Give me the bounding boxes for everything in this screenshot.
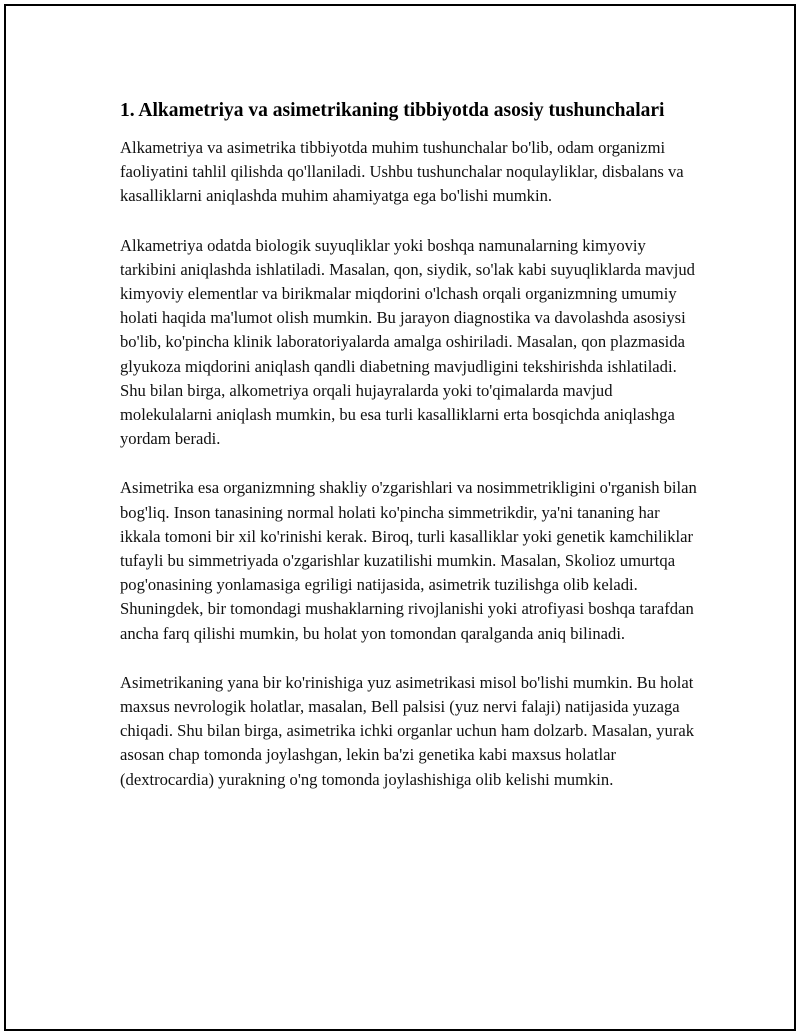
paragraph-alkametriya: Alkametriya odatda biologik suyuqliklar yoki boshqa namunalarning kimyoviy tarkibini aniqlashda ishlatiladi. Masalan, qon, siydik, so'lak kabi suyuqliklarda mavjud kimyoviy elementlar va birikmalar miqdorini o'lchash orqali organizmning umumiy holati haqida ma'lumot olish mumkin. Bu jarayon diagnostika va davolashda asosiysi bo'lib, ko'pincha klinik laboratoriyalarda amalga oshiriladi. Masalan, qon plazmasida glyukoza miqdorini aniqlash qandli diabetning mavjudligini tekshirishda ishlatiladi. Shu bilan birga, alkometriya orqali hujayralarda yoki to'qimalarda mavjud molekulalarni aniqlash mumkin, bu esa turli kasalliklarni erta bosqichda aniqlashga yordam beradi. [120,235,695,449]
document-body [120,98,700,817]
paragraph-yuz-asimetrikasi: Asimetrikaning yana bir ko'rinishiga yuz asimetrikasi misol bo'lishi mumkin. Bu holat maxsus nevrologik holatlar, masalan, Bell palsisi (yuz nervi falaji) natijasida yuzaga chiqadi. Shu bilan birga, asimetrika ichki organlar uchun ham dolzarb. Masalan, yurak asosan chap tomonda joylashgan, lekin ba'zi genetika kabi maxsus holatlar (dextrocardia) yurakning o'ng tomonda joylashishiga olib kelishi mumkin. [120,672,695,789]
section-title: 1. Alkametriya va asimetrikaning tibbiyotda asosiy tushunchalari [120,100,665,121]
page-frame [4,4,796,1031]
paragraph-intro: Alkametriya va asimetrika tibbiyotda muhim tushunchalar bo'lib, odam organizmi faoliyatini tahlil qilishda qo'llaniladi. Ushbu tushunchalar noqulayliklar, disbalans va kasalliklarni aniqlashda muhim ahamiyatga ega bo'lishi mumkin. [120,138,684,206]
paragraph-asimetrika: Asimetrika esa organizmning shakliy o'zgarishlari va nosimmetrikligini o'rganish bilan bog'liq. Inson tanasining normal holati ko'pincha simmetrikdir, ya'ni tananing har ikkala tomoni bir xil ko'rinishi kerak. Biroq, turli kasalliklar yoki genetik kamchiliklar tufayli bu simmetriyada o'zgarishlar kuzatilishi mumkin. Masalan, Skolioz umurtqa pog'onasining yonlamasiga egriligi natijasida, asimetrik tuzilishga olib keladi. Shuningdek, bir tomondagi mushaklarning rivojlanishi yoki atrofiyasi boshqa tarafdan ancha farq qilishi mumkin, bu holat yon tomondan qaralganda aniq bilinadi. [120,478,697,643]
